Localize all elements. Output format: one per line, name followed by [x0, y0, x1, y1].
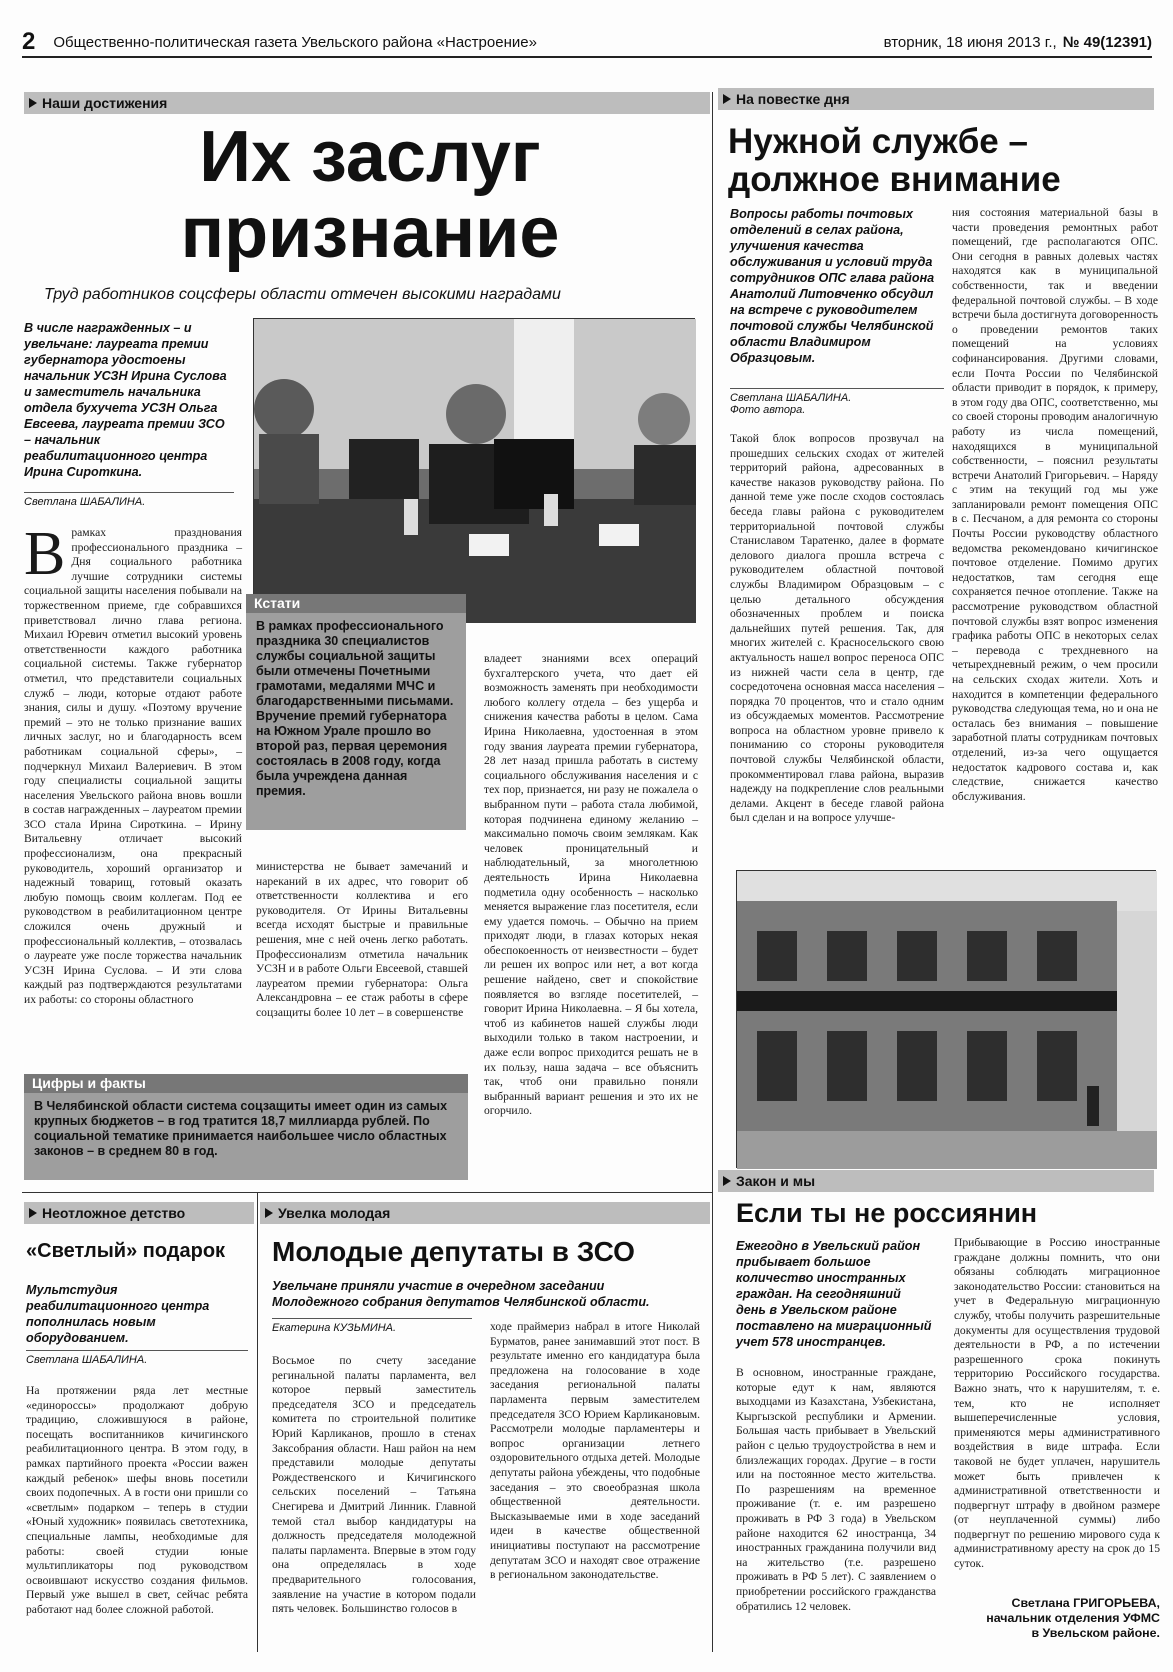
column-divider-bottom-right — [712, 1178, 713, 1652]
issue-date: вторник, 18 июня 2013 г., — [883, 33, 1057, 51]
facts-text: В Челябинской области система соцзащиты имеет один из самых крупных бюджетов – в год тратится 18,7 миллиарда рублей. По социальной тематике принимается наибольшее число областных законов – в среднем 80 в год. — [34, 1099, 448, 1158]
column-divider — [712, 92, 713, 1182]
article2-col1: Такой блок вопросов прозвучал на прошедших сельских сходах от жителей территорий района, адресованных в качестве наказов руководству района. По данной теме уже после сходов состоялась беседа главы района с руководителем территориальной почтовой службы Станиславом Таратенко, далее в формате делового диалога прошла встреча с руководителем областной почтовой службы Владимиром Образцовым – с целью детального обсуждения обозначенных проблем и поиска дальнейших путей решения. Так, для многих жителей с. Красносельского свою актуальность нашел вопрос переноса ОПС из нижней части села в центр, где сосредоточена основная масса населения – порядка 70 процентов, что и стало одним из обсуждаемых моментов. Рассмотрение вопроса на областном уровне привело к пониманию со стороны руководителя почтовой службы Челябинской области, прокомментировал глава района, выразив надежду на подкрепление слов реальными делами. Акцент в беседе главой района был сделан и на вопросе улучше- — [730, 432, 944, 825]
article1-col2: министерства не бывает замечаний и нареканий в их адрес, что говорит об ответственности коллектива и его руководителя. От Ирины Витальевны всегда исходят быстрые и правильные решения, мне с ней очень легко работать. Профессионализм отметила начальник УСЗН и в работе Ольги Евсеевой, ставшей лауреатом премии губернатора: Ольга Александровна – ее стаж работы в сфере соцзащиты более 10 лет – в совершенстве — [256, 860, 468, 1019]
article1-photo-ceremony — [253, 318, 695, 622]
rubric-urgent-childhood: Неотложное детство — [24, 1202, 254, 1224]
article4-col1: Восьмое по счету заседание регинальной палаты парламента, вел которое первый заместитель председателя ЗСО и председатель комитета по строительной политике Юрий Карликанов, прошло в стенах Заксобрания области. Наш район на нем представили молодые депутаты Рождественского и Кичигинского сельских поселений – Татьяна Снегирева и Дмитрий Линник. Главной темой стал выбор кандидатуры на должность председателя молодежной палаты парламента. Впервые в этом году она определялась в ходе предварительного голосования, заявление на участие в котором подали пять человек. Большинство голосов в — [272, 1354, 476, 1616]
drop-cap: В — [24, 520, 66, 588]
signature-place: в Увельском районе. — [1031, 1626, 1160, 1640]
article2-lead: Вопросы работы почтовых отделений в селах района, улучшения качества обслуживания и условий труда сотрудников ОПС глава района Анатолий Литовченко обсудил на встрече с руководителем почтовой службы Челябинской области Владимиром Образцовым. — [730, 207, 935, 365]
rubric-young-uvelka: Увелка молодая — [260, 1202, 710, 1224]
post-office-photo-image — [737, 871, 1157, 1169]
article4-author: Екатерина КУЗЬМИНА. — [272, 1318, 472, 1334]
signature-name: Светлана ГРИГОРЬЕВА, — [1011, 1596, 1160, 1610]
article3-text: На протяжении ряда лет местные «единороссы» продолжают добрую традицию, сложившуюся в районе, посещать воспитанников кичигинского реабилитационного центра. В этом году, в рамках партийного проекта «России важен каждый ребенок» шефы вновь посетили своих подопечных. А в гости они пришли со «светлым» подарком – теперь в студии «Юный художник» появилась светотехника, специальные лампы, необходимые для работы: своей студии юные мультипликаторы под руководством освоившают искусство создания фильмов. Первый уже вышел в свет, сейчас ребята работают над более сложной работой. — [26, 1384, 248, 1616]
kstati-box — [246, 594, 466, 830]
article4-col2: ходе праймериз набрал в итоге Николай Бурматов, ранее занимавший этот пост. В результате именно его кандидатура была предложена на голосование в ходе заседания региональной палаты парламента первым заместителем председателя ЗСО Юрием Карликановым. Рассмотрели молодые парламентеры и вопрос организации летнего оздоровительного отдыха детей. Молодые депутаты района убеждены, что подобные заседания – это своеобразная школа общественной деятельности. Высказываемые ими в ходе заседаний идеи в качестве общественной инициативы поступают на рассмотрение депутатам ЗСО и находят свое отражение в региональном законодательстве. — [490, 1320, 700, 1582]
article1-col1-text: рамках празднования профессионального праздника – Дня социального работника лучшие сотрудники системы социальной защиты населения побывали на торжественном приеме, где собравшихся приветствовал лично глава региона. Михаил Юревич отметил высокий уровень ответственности каждого работника социальной системы. Также губернатор отметил, что представители социальных служб – люди, которые отдают работе знания, силы и душу. «Поэтому вручение премий – это не только признание ваших личных заслуг, но и благодарность всем работникам социальной сферы», – подчеркнул Михаил Валериевич. В этом году специалисты социальной защиты населения Увельского района вновь вошли в состав награжденных – лауреатом премии ЗСО стала Ирина Сироткина. – Ирину Витальевну отличает высокий профессионализм, она прекрасный руководитель, хороший организатор и надежный товарищ, готовый оказать любую помощь своим коллегам. Под ее руководством в реабилитационном центре сложился очень дружный и профессиональный коллектив, – отозвалась о лауреате уже после торжества начальник УСЗН Ирина Суслова. – И эти слова каждый раз подтверждаются результатами их работы: со стороны областного — [24, 526, 242, 1006]
article5-lead: Ежегодно в Увельский район прибывает большое количество иностранных граждан. На сегодняшний день в Увельском районе поставлено на миграционный учет 578 иностранцев. — [736, 1239, 932, 1349]
signature-role: начальник отделения УФМС — [986, 1611, 1160, 1625]
article1-col3: владеет знаниями всех операций бухгалтерского учета, что дает ей возможность заменять при необходимости любого коллегу отдела – без ущерба и снижения качества работы в целом. Сама Ирина Николаевна, удостоенная в этом году звания лауреата премии губернатора, 28 лет назад пришла работать в систему социального обслуживания населения и с тех пор, признается, ни разу не пожалела о выбранном пути – работа стала любимой, которая подчинена единому желанию – максимально помочь своим землякам. Как человек проницательный и наблюдательный, за многолетнюю деятельность Ирина Николаевна подметила одну особенность – насколько меняется выражение глаз посетителя, если ему удается помочь. – Обычно на прием приходят люди, в глазах которых некая обеспокоенность от неизвестности – будет ли решен их вопрос или нет, а вот когда решение найдено, свет и спокойствие появляется во взгляде посетителей, – говорит Ирина Николаевна. – Я бы хотела, чтоб из кабинетов нашей службы люди выходили только в таком настроении, и даже если вопрос приходится решать не в их пользу, наша задача – все объяснить так, чтоб они правильно поняли выбранный вариант решения и это их не огорчило. — [484, 652, 698, 1118]
rubric-achievements: Наши достижения — [24, 92, 710, 114]
article3-author: Светлана ШАБАЛИНА. — [26, 1350, 248, 1366]
article1-lead: В числе награжденных – и увельчане: лауреата премии губернатора удостоены начальник УСЗН Ирина Суслова и заместитель начальника отдела бухучета УСЗН Ольга Евсеева, лауреата премии ЗСО – начальник реабилитационного центра Ирина Сироткина. — [24, 321, 227, 479]
ceremony-photo-image — [254, 319, 696, 623]
article4-lead: Увельчане приняли участие в очередном заседании Молодежного собрания депутатов Челябинской области. — [272, 1279, 650, 1309]
article1-author: Светлана ШАБАЛИНА. — [24, 492, 234, 508]
facts-box — [24, 1074, 468, 1180]
article3-title: «Светлый» подарок — [26, 1240, 226, 1262]
section-divider — [22, 1192, 712, 1193]
article2-photo-post-office — [736, 870, 1156, 1168]
rubric-law: Закон и мы — [718, 1170, 1154, 1192]
article2-title-line2: должное внимание — [728, 160, 1061, 199]
article2-title-line1: Нужной службе – — [728, 122, 1028, 161]
article5-col1: В основном, иностранные граждане, которые едут к нам, являются выходцами из Казахстана, Узбекистана, Кыргызской республики и Армении. Большая часть прибывает в Увельский район с целью трудоустройства в нем и близлежащих городах. Другие – в гости или на постоянное место жительства. По разрешениям на временное проживание (т. е. им разрешено проживать в РФ 3 года) в Увельском районе находится 62 иностранца, 34 иностранных гражданина получили вид на жительство (т.е. разрешено проживать в РФ 5 лет). С заявлением о приобретении российского гражданства обратились 12 человек. — [736, 1366, 936, 1613]
article2-col2: ния состояния материальной базы в части проведения ремонтных работ помещений, где располагаются ОПС. Они сегодня в равных долевых частях находятся как в муниципальной собственности, так и введении федеральной почтовой службы. – В ходе встречи была достигнута договоренность о проведении ремонтов таких помещений на условиях софинансирования. Другими словами, если Почта России по Челябинской области приводит в порядок, к примеру, в этом году два ОПС, соответственно, мы со своей стороны проводим аналогичную работу из числа помещений, находящихся в муниципальной собственности, – пояснил результаты встречи Анатолий Григорьевич. – Наряду с этим на текущий год мы уже запланировали ремонт помещения ОПС в с. Песчаном, а для ремонта со стороны Почты России руководству областного ведомства рекомендовано кичигинское почтовое отделение. Помимо других недостатков, там сегодня еще сохраняется печное отопление. Также на рассмотрение руководством областной почтовой службы взят вопрос изменения графика работы ОПС в некоторых селах – перевода с трехдневного на четырехдневный режим, о чем просили на сельских сходах жители. Хоть и находится в компетенции федерального руководства следующая тема, но и она не осталась без внимания – повышение заработной платы сотрудникам почтовых отделений, из-за чего ощущается недостаток кадрового состава и, как следствие, снижается качество обслуживания. — [952, 206, 1158, 803]
kstati-text: В рамках профессионального праздника 30 специалистов службы социальной защиты были отмечены Почетными грамотами, медалями МЧС и благодарственными письмами. Вручение премий губернатора на Южном Урале прошло во второй раз, первая церемония состоялась в 2008 году, когда была учреждена данная премия. — [256, 619, 454, 798]
article3-lead: Мультстудия реабилитационного центра пополнилась новым оборудованием. — [26, 1283, 210, 1345]
article1-title-line1: Их заслуг — [199, 117, 541, 197]
article5-col2: Прибывающие в Россию иностранные граждане должны помнить, что они обязаны соблюдать миграционное законодательство России: становиться на учет в Федеральную миграционную службу, чтобы получить разрешительные документы для осуществления трудовой деятельности в РФ, а по истечении разрешенного срока покинуть территорию Российского государства. Важно знать, что к нарушителям, т. е. тем, кто не исполняет вышеперечисленные условия, применяются меры административного воздействия в виде штрафа. Если таковой не будет уплачен, нарушитель может быть привлечен к административной ответственности и подвергнут штрафу в двойном размере (от неуплаченной суммы) либо подвергнут по решению мирового суда к административному аресту на срок до 15 суток. — [954, 1236, 1160, 1571]
column-divider-bottom — [257, 1192, 258, 1652]
article2-author: Светлана ШАБАЛИНА. — [730, 388, 944, 404]
article4-title: Молодые депутаты в ЗСО — [272, 1236, 635, 1267]
issue-number: № 49(12391) — [1062, 33, 1152, 51]
page-header — [22, 28, 1152, 58]
article5-title: Если ты не россиянин — [736, 1198, 1038, 1228]
article5-signature — [954, 1596, 1160, 1641]
facts-title: Цифры и факты — [24, 1074, 468, 1093]
article1-title-line2: признание — [180, 193, 560, 273]
page-number: 2 — [22, 28, 36, 55]
gazette-name: Общественно-политическая газета Увельского района «Настроение» — [53, 33, 537, 51]
article2-photo-credit: Фото автора. — [730, 404, 806, 416]
rubric-agenda: На повестке дня — [718, 88, 1154, 110]
article1-subtitle: Труд работников соцсферы области отмечен высокими наградами — [44, 286, 561, 303]
article1-col1 — [24, 520, 242, 1006]
kstati-title: Кстати — [246, 594, 466, 613]
